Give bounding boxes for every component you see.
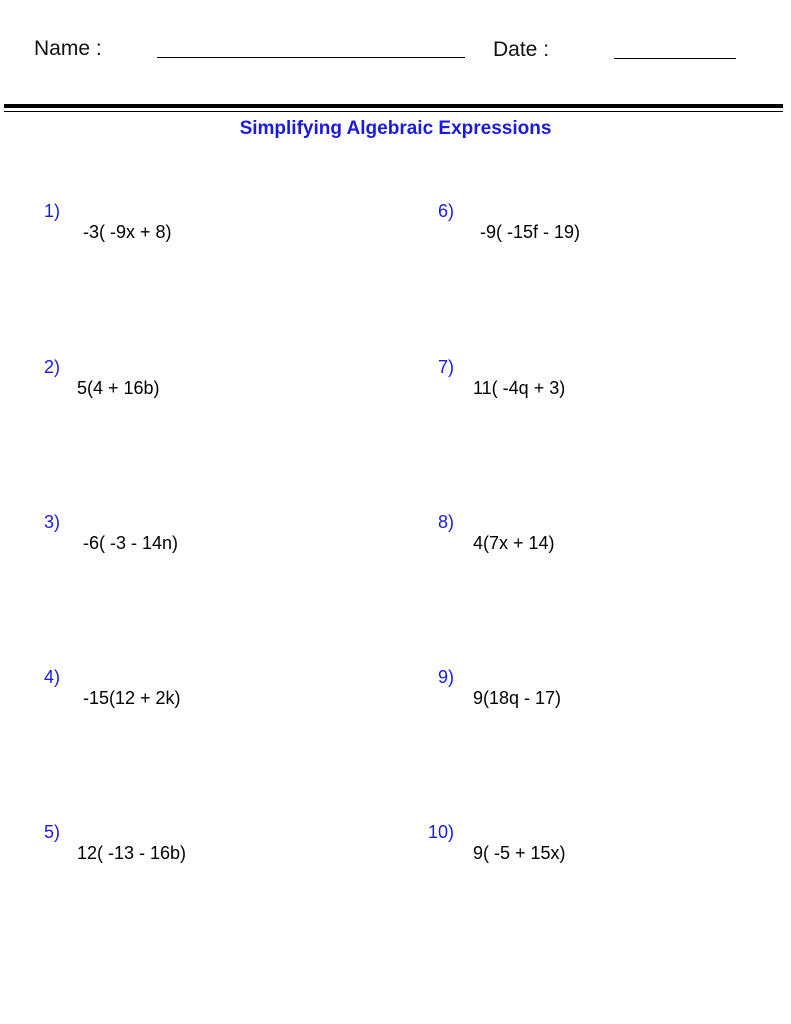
date-label: Date : — [493, 38, 550, 61]
problem-expression: -6( -3 - 14n) — [83, 533, 179, 553]
problem-number: 6) — [437, 201, 454, 221]
name-label: Name : — [34, 37, 102, 60]
problem-expression: -3( -9x + 8) — [83, 222, 172, 242]
problem-number: 2) — [43, 357, 60, 377]
problem-number: 5) — [43, 822, 60, 842]
problem-expression: 11( -4q + 3) — [473, 378, 566, 398]
header-rule-thin — [4, 111, 783, 112]
problem-expression: 9( -5 + 15x) — [473, 843, 566, 863]
problem-expression: 4(7x + 14) — [473, 533, 555, 553]
worksheet-title: Simplifying Algebraic Expressions — [239, 118, 552, 139]
problem-number: 1) — [43, 201, 60, 221]
name-blank-line[interactable] — [157, 57, 465, 58]
problem-expression: -15(12 + 2k) — [83, 688, 181, 708]
header-rule-thick — [4, 104, 783, 108]
problem-number: 10) — [427, 822, 454, 842]
problem-expression: 12( -13 - 16b) — [77, 843, 187, 863]
problem-expression: -9( -15f - 19) — [480, 222, 581, 242]
problem-number: 3) — [43, 512, 60, 532]
problem-number: 9) — [437, 667, 454, 687]
problem-number: 4) — [43, 667, 60, 687]
date-blank-line[interactable] — [614, 58, 736, 59]
problem-expression: 5(4 + 16b) — [77, 378, 160, 398]
problem-expression: 9(18q - 17) — [473, 688, 562, 708]
problem-number: 8) — [437, 512, 454, 532]
problem-number: 7) — [437, 357, 454, 377]
